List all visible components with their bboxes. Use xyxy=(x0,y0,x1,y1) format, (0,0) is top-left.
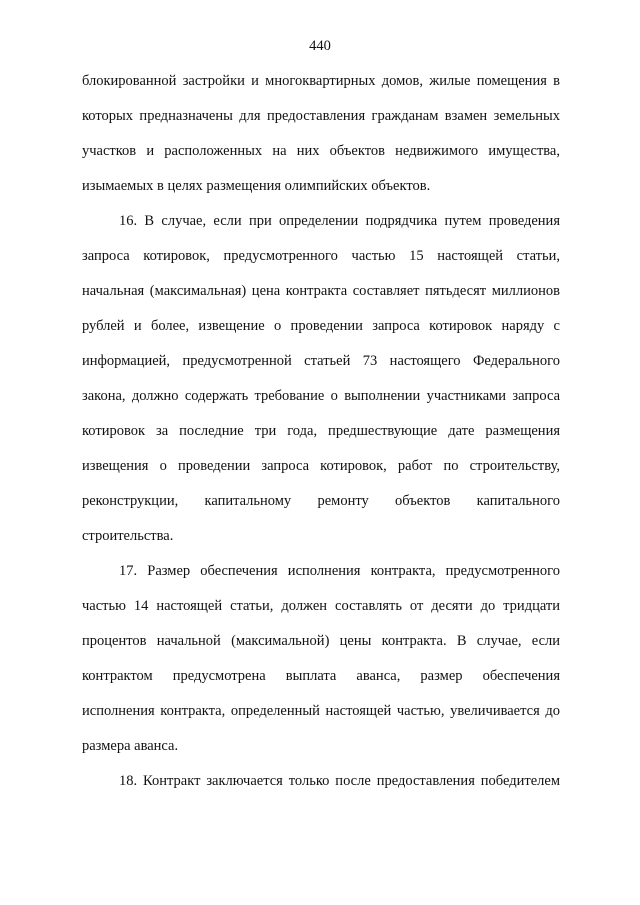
text-line: запроса котировок, предусмотренного частью 15 настоящей статьи, xyxy=(82,248,560,264)
page-number: 440 xyxy=(309,38,331,54)
paragraph-17-first-line: 17. Размер обеспечения исполнения контракта, предусмотренного xyxy=(119,563,560,579)
text-line: размера аванса. xyxy=(82,738,179,754)
text-line: извещения о проведении запроса котировок, работ по строительству, xyxy=(82,458,560,474)
text-line: участков и расположенных на них объектов недвижимого имущества, xyxy=(82,143,560,159)
text-line: которых предназначены для предоставления гражданам взамен земельных xyxy=(82,108,560,124)
text-line: изымаемых в целях размещения олимпийских объектов. xyxy=(82,178,431,194)
text-line: реконструкции, капитальному ремонту объектов капитального xyxy=(82,493,560,509)
text-line: частью 14 настоящей статьи, должен составлять от десяти до тридцати xyxy=(82,598,560,614)
text-line: строительства. xyxy=(82,528,174,544)
paragraph-16-first-line: 16. В случае, если при определении подрядчика путем проведения xyxy=(119,213,560,229)
text-line: процентов начальной (максимальной) цены контракта. В случае, если xyxy=(82,633,560,649)
text-line: информацией, предусмотренной статьей 73 настоящего Федерального xyxy=(82,353,560,369)
text-line: исполнения контракта, определенный настоящей частью, увеличивается до xyxy=(82,703,560,719)
text-line: закона, должно содержать требование о выполнении участниками запроса xyxy=(82,388,560,404)
text-line: котировок за последние три года, предшествующие дате размещения xyxy=(82,423,560,439)
paragraph-18-first-line: 18. Контракт заключается только после предоставления победителем xyxy=(119,773,560,789)
text-line: блокированной застройки и многоквартирных домов, жилые помещения в xyxy=(82,73,560,89)
text-line: рублей и более, извещение о проведении запроса котировок наряду с xyxy=(82,318,560,334)
text-line: контрактом предусмотрена выплата аванса, размер обеспечения xyxy=(82,668,560,684)
text-line: начальная (максимальная) цена контракта составляет пятьдесят миллионов xyxy=(82,283,560,299)
